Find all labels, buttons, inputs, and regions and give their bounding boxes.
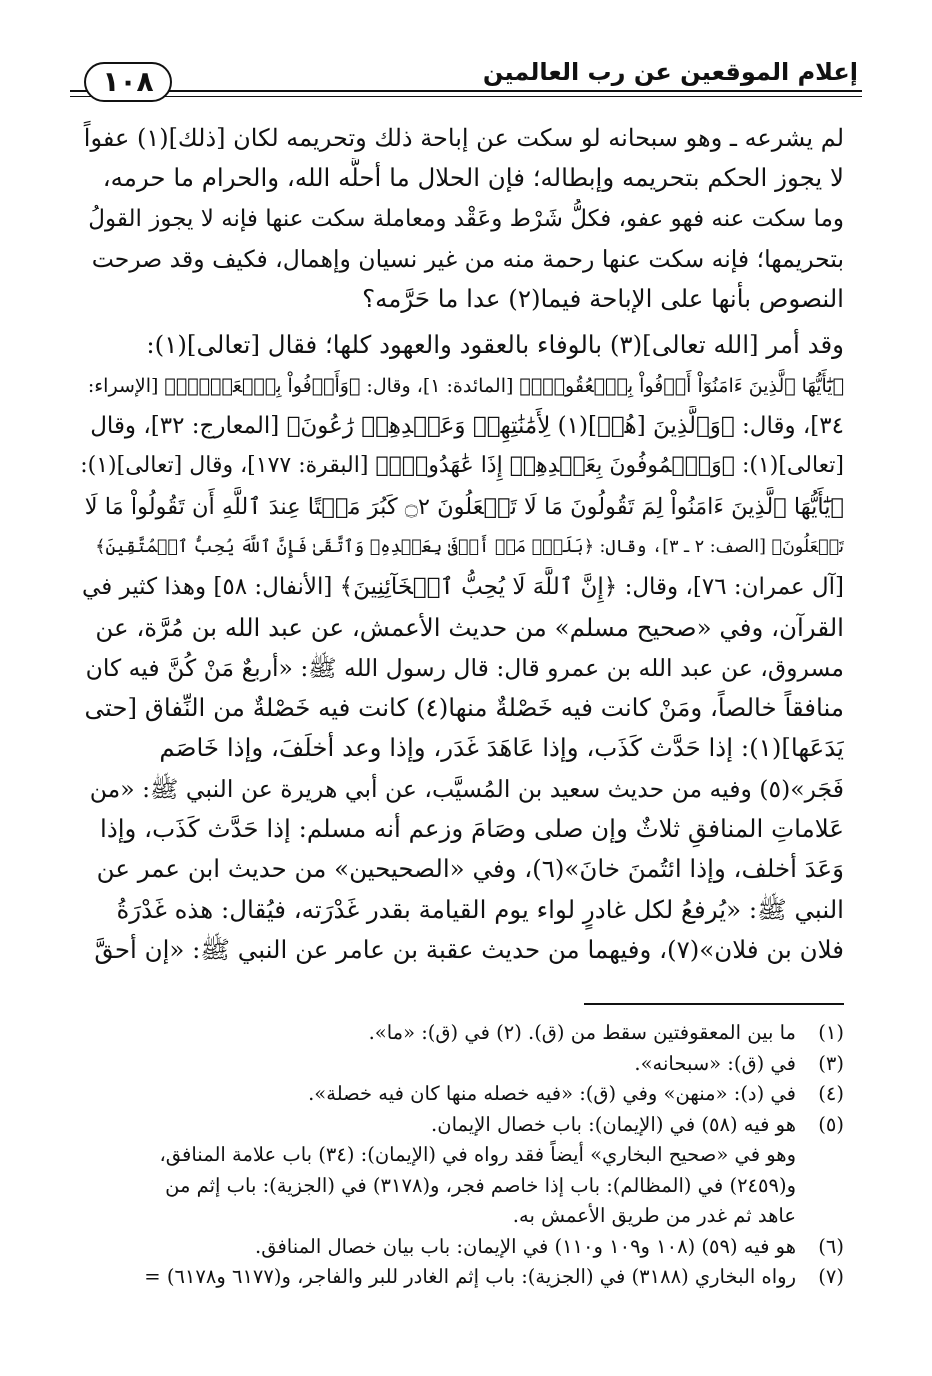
header-rule-thin [70, 96, 862, 97]
paragraph-2 [78, 325, 844, 970]
text-line: بتحريمها؛ فإنه سكت عنها رحمة منه من غير نسيان وإهمال، فكيف وقد صرحت [91, 244, 844, 273]
footnote-text: في (د): «منهن» وفي (ق): «فيه خصله منها كان فيه خصلة». [308, 1082, 796, 1105]
footnote [64, 1232, 844, 1263]
text-line: القرآن، وفي «صحيح مسلم» من حديث الأعمش، عن عبد الله بن مُرَّة، عن [95, 612, 844, 642]
footnote-divider [584, 1003, 844, 1005]
footnote-text: هو فيه (٥٩) (١٠٨ و١٠٩ و١١٠) في الإيمان: باب بيان خصال المنافق. [255, 1234, 796, 1258]
footnote-number: (١) [818, 1021, 844, 1044]
footnote-text: هو فيه (٥٨) في (الإيمان): باب خصال الإيمان. [431, 1112, 796, 1136]
text-line: وَعَدَ أخلف، وإذا ائتُمنَ خانَ»(٦)، وفي «الصحيحين» من حديث ابن عمر عن [96, 854, 844, 884]
text-line: ﴿يَٰٓأَيُّهَا ٱلَّذِينَ ءَامَنُوٓاْ أَوۡفُواْ بِٱلۡعُقُودِۚ﴾ [المائدة: ١]، وقال: ﴿وَأَوۡفُواْ بِٱلۡعَهۡدِۖ﴾ [الإسراء: [87, 374, 844, 397]
footnote-number: (٣) [818, 1051, 844, 1075]
text-line: لا يجوز الحكم بتحريمه وإبطاله؛ فإن الحلال ما أحلَّه الله، والحرام ما حرمه، [102, 163, 844, 193]
footnote-number: (٧) [818, 1265, 844, 1288]
footnote-number: (٥) [818, 1112, 844, 1136]
footnote-number: (٦) [818, 1234, 844, 1258]
text-line: يَدَعَها](١): إذا حَدَّث كَذَب، وإذا عَاهَدَ غَدَر، وإذا وعد أخلَفَ، وإذا خَاصَم [159, 733, 844, 763]
footnote [64, 1079, 844, 1110]
text-line: [آل عمران: ٧٦]، وقال: ﴿إِنَّ ٱللَّهَ لَا يُحِبُّ ٱلۡخَآئِنِينَ﴾ [الأنفال: ٥٨] وهذا كثير في [82, 574, 844, 601]
header-rule [70, 90, 862, 92]
text-line: فلان بن فلان»(٧)، وفيهما من حديث عقبة بن عامر عن النبي ﷺ: «إن أحقَّ [94, 934, 844, 964]
footnote-text: في (ق): «سبحانه». [634, 1051, 796, 1075]
running-title: إعلام الموقعين عن رب العالمين [473, 58, 858, 86]
text-line: النبي ﷺ: «يُرفعُ لكل غادرٍ لواء يوم القيامة بقدر غَدْرَته، فيُقال: هذه غَدْرَةُ [116, 894, 844, 924]
footnotes [64, 1018, 844, 1293]
main-text [78, 118, 844, 970]
footnote-text: ما بين المعقوفتين سقط من (ق). (٢) في (ق): «ما». [368, 1021, 796, 1044]
footnote-continuation: وهو في «صحيح البخاري» أيضاً فقد رواه في (الإيمان): (٣٤) باب علامة المنافق، [159, 1143, 796, 1166]
text-line: النصوص بأنها على الإباحة فيما(٢) عدا ما حَرَّمه؟ [362, 284, 844, 314]
footnote-number: (٤) [818, 1082, 844, 1105]
footnote [64, 1018, 844, 1049]
paragraph-1 [78, 118, 844, 319]
text-line: ٣٤]، وقال: ﴿وَٱلَّذِينَ [هُمۡ](١) لِأَمَٰنَٰتِهِمۡ وَعَهۡدِهِمۡ رَٰعُونَ﴾ [المعارج: ٣٢]، وقال [90, 413, 844, 440]
footnote [64, 1049, 844, 1080]
footnote-continuation: و(٢٤٥٩) في (المظالم): باب إذا خاصم فجر، و(٣١٧٨) في (الجزية): باب إثم من [165, 1173, 796, 1197]
footnote [64, 1110, 844, 1141]
text-line: مسروق، عن عبد الله بن عمرو قال: قال رسول الله ﷺ: «أربعٌ مَنْ كُنَّ فيه كان [85, 653, 844, 682]
text-line: ﴿يَٰٓأَيُّهَا ٱلَّذِينَ ءَامَنُواْ لِمَ تَقُولُونَ مَا لَا تَفۡعَلُونَ ۝٢ كَبُرَ مَقۡتًا عِندَ ٱللَّهِ أَن تَقُولُواْ مَا لَا [84, 493, 844, 520]
footnote-continuation: عاهد ثم غدر من طريق الأعمش به. [512, 1204, 796, 1227]
text-line: وما سكت عنه فهو عفو، فكلُّ شَرْط وعَقْد ومعاملة سكت عنها فإنه لا يجوز القولُ [88, 205, 844, 232]
text-line: وقد أمر [الله تعالى](٣) بالوفاء بالعقود والعهود كلها؛ فقال [تعالى](١): [146, 330, 844, 360]
text-line: لم يشرعه ـ وهو سبحانه لو سكت عن إباحة ذلك وتحريمه لكان [ذلك](١) عفواً [83, 124, 844, 152]
text-line: عَلاماتِ المنافقِ ثلاثٌ وإن صلى وصَامَ وزعم أنه مسلم: إذا حَدَّث كَذَب، وإذا [100, 814, 844, 844]
text-line: منافقاً خالصاً، ومَنْ كانت فيه خَصْلةٌ منها(٤) كانت فيه خَصْلةٌ من النِّفاق [حتى [84, 693, 844, 723]
footnote-text: رواه البخاري (٣١٨٨) في (الجزية): باب إثم الغادر للبر والفاجر، و(٦١٧٧ و٦١٧٨) = [144, 1265, 796, 1288]
text-line: تَفۡعَلُونَ﴾ [الصف: ٢ ـ ٣]، وقال: ﴿بَلَىٰۚ مَنۡ أَوۡفَىٰ بِعَهۡدِهِۦ وَٱتَّقَىٰ فَإِنَّ ٱللَّهَ يُحِبُّ ٱلۡمُتَّقِينَ﴾ [95, 536, 844, 557]
page-number: ١٠٨ [84, 62, 172, 102]
footnote [64, 1262, 844, 1293]
text-line: فَجَر»(٥) وفيه من حديث سعيد بن المُسيَّب، عن أبي هريرة عن النبي ﷺ: «من [89, 774, 844, 803]
page-header [70, 52, 862, 110]
text-line: [تعالى](١): ﴿وَٱلۡمُوفُونَ بِعَهۡدِهِمۡ إِذَا عَٰهَدُواْۖ﴾ [البقرة: ١٧٧]، وقال [تعالى](١): [80, 453, 844, 479]
